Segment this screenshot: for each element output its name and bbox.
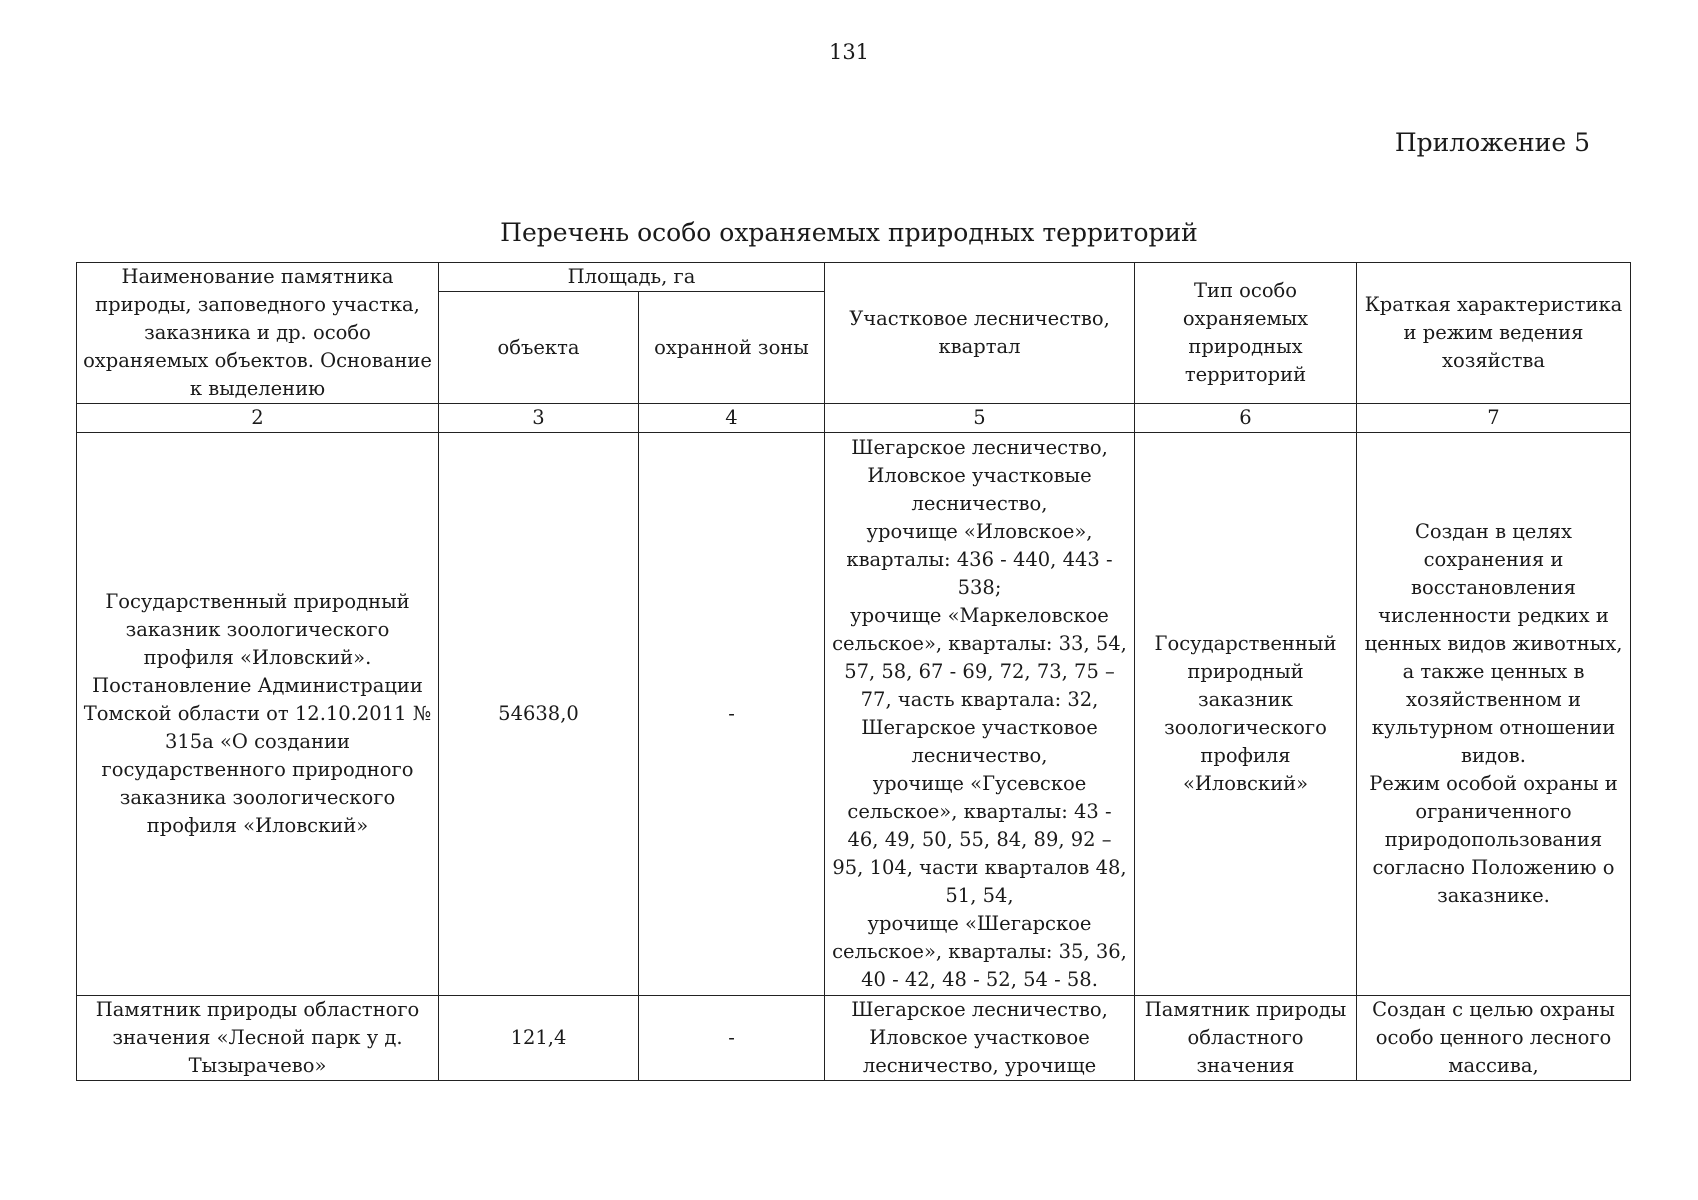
column-number: 7 <box>1357 404 1631 433</box>
cell-area-object: 54638,0 <box>439 433 639 996</box>
cell-description: Создан в целях сохранения и восстановления численности редких и ценных видов животных, а также ценных в хозяйственном и культурном отношении видов. Режим особой охраны и ограниченного природопользования согласно Положению о заказнике. <box>1357 433 1631 996</box>
document-title: Перечень особо охраняемых природных территорий <box>500 218 1198 247</box>
column-numbers-row <box>77 404 1631 433</box>
column-number: 6 <box>1135 404 1357 433</box>
header-area-object: объекта <box>439 292 639 404</box>
header-forestry: Участковое лесничество, квартал <box>825 263 1135 404</box>
table-row <box>77 433 1631 996</box>
page-number: 131 <box>828 40 870 64</box>
header-area-buffer: охранной зоны <box>639 292 825 404</box>
cell-name: Памятник природы областного значения «Лесной парк у д. Тызырачево» <box>77 996 439 1081</box>
cell-type: Государственный природный заказник зоологического профиля «Иловский» <box>1135 433 1357 996</box>
cell-forestry: Шегарское лесничество, Иловское участковые лесничество, урочище «Иловское», кварталы: 436 - 440, 443 - 538; урочище «Маркеловское сельское», кварталы: 33, 54, 57, 58, 67 - 69, 72, 73, 75 – 77, часть квартала: 32, Шегарское участковое лесничество, урочище «Гусевское сельское», кварталы: 43 - 46, 49, 50, 55, 84, 89, 92 – 95, 104, части кварталов 48, 51, 54, урочище «Шегарское сельское», кварталы: 35, 36, 40 - 42, 48 - 52, 54 - 58. <box>825 433 1135 996</box>
cell-area-object: 121,4 <box>439 996 639 1081</box>
cell-type: Памятник природы областного значения <box>1135 996 1357 1081</box>
cell-area-buffer: - <box>639 433 825 996</box>
protected-areas-table <box>76 262 1631 1081</box>
table-row <box>77 996 1631 1081</box>
header-name: Наименование памятника природы, заповедного участка, заказника и др. особо охраняемых объектов. Основание к выделению <box>77 263 439 404</box>
column-number: 4 <box>639 404 825 433</box>
header-row-top <box>77 263 1631 292</box>
cell-name: Государственный природный заказник зоологического профиля «Иловский». Постановление Администрации Томской области от 12.10.2011 № 315а «О создании государственного природного заказника зоологического профиля «Иловский» <box>77 433 439 996</box>
column-number: 5 <box>825 404 1135 433</box>
header-type: Тип особо охраняемых природных территорий <box>1135 263 1357 404</box>
cell-forestry: Шегарское лесничество, Иловское участковое лесничество, урочище <box>825 996 1135 1081</box>
cell-area-buffer: - <box>639 996 825 1081</box>
column-number: 3 <box>439 404 639 433</box>
header-description: Краткая характеристика и режим ведения хозяйства <box>1357 263 1631 404</box>
appendix-label: Приложение 5 <box>1394 128 1590 157</box>
header-area-group: Площадь, га <box>439 263 825 292</box>
cell-description: Создан с целью охраны особо ценного лесного массива, <box>1357 996 1631 1081</box>
column-number: 2 <box>77 404 439 433</box>
